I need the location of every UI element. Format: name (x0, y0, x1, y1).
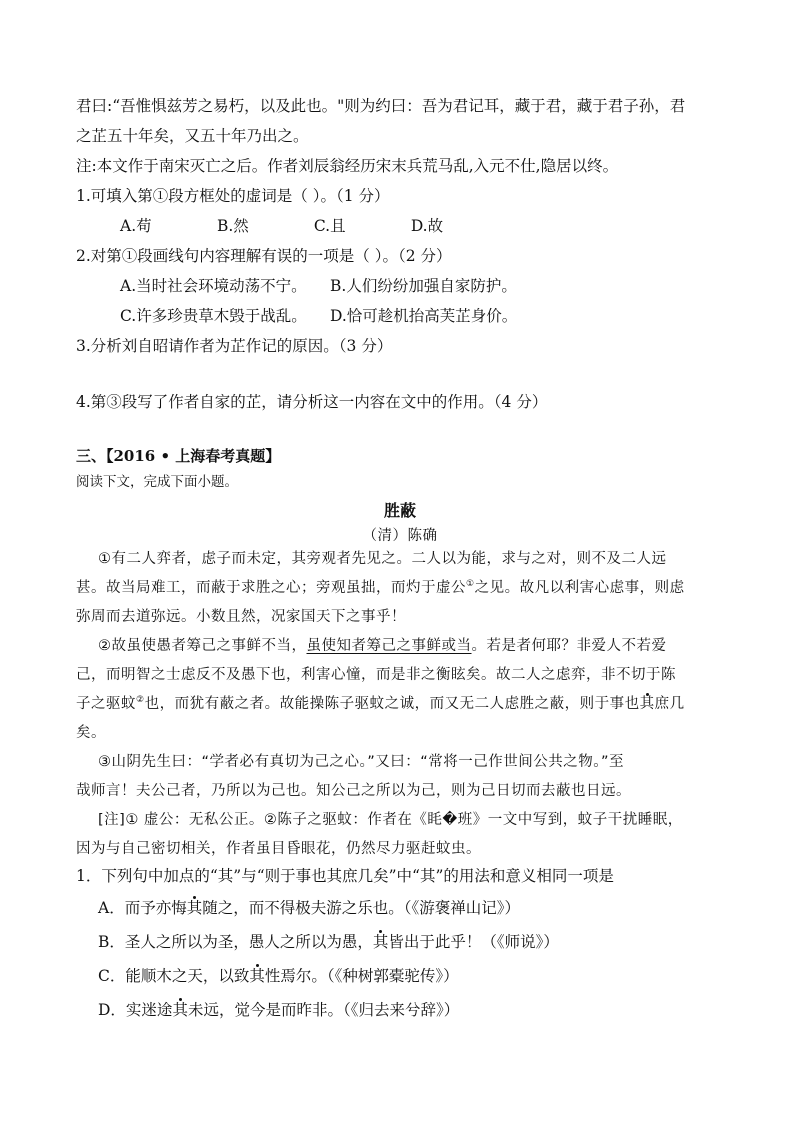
mcq-option-d (98, 1000, 459, 1020)
question-1-options (120, 216, 503, 236)
essay-line (98, 636, 667, 656)
question-4-stem: 4.第③段写了作者自家的芷，请分析这一内容在文中的作用。（4 分） (76, 393, 548, 411)
section-instruction: 阅读下文，完成下面小题。 (76, 474, 238, 490)
option-text: 未远，觉今是而昨非。（《归去来兮辞》） (187, 1001, 460, 1019)
option-a: A.苟 (120, 217, 152, 235)
essay-line (76, 578, 685, 598)
option-d: D.恰可趁机抬高芙芷身价。 (330, 307, 518, 325)
dotted-character: 其 (372, 933, 389, 951)
dotted-character: 其 (639, 696, 655, 712)
option-text: A．而予亦悔 (98, 899, 187, 917)
option-text: C．能顺木之天，以致 (98, 967, 250, 985)
question-3-stem: 3.分析刘自昭请作者为芷作记的原因。（3 分） (76, 337, 393, 355)
mcq-option-a (98, 898, 520, 918)
essay-line: ③山阴先生曰：“学者必有真切为己之心。”又曰：“常将一己作世间公共之物。”至 (98, 754, 625, 770)
question-1-stem: 1.可填入第①段方框处的虚词是（ ）。（1 分） (76, 187, 390, 205)
essay-text: 甚。故当局难工，而蔽于求胜之心；旁观虽拙，而灼于虚公 (76, 580, 466, 596)
mcq-option-c (98, 966, 459, 986)
essay-line: 己，而明智之士虑反不及愚下也，利害心憧，而是非之衡眩矣。故二人之虑弈，非不切于陈 (76, 667, 676, 683)
essay-title: 胜蔽 (383, 501, 416, 520)
essay-text: 。若是者何耶？非爱人不若爱 (471, 638, 667, 654)
dotted-character: 其 (186, 899, 203, 917)
option-text: B．圣人之所以为圣，愚人之所以为愚， (98, 933, 373, 951)
footnote-mark: ① (466, 579, 475, 590)
essay-line: 哉师言！夫公己者，乃所以为己也。知公己之所以为己，则为己日切而去蔽也日远。 (76, 783, 631, 799)
essay-notes: [注]① 虚公：无私公正。②陈子之驱蚊：作者在《眊�班》一文中写到，蚊子干扰睡眠， (98, 812, 683, 828)
essay-text: 之见。故凡以利害心虑事，则虑 (474, 580, 685, 596)
essay-line: 弥周而去道弥远。小数且然，况家国天下之事乎！ (76, 609, 406, 625)
option-text: D．实迷途 (98, 1001, 173, 1019)
option-a: A.当时社会环境动荡不宁。 (120, 277, 307, 295)
passage-note: 注:本文作于南宋灭亡之后。作者刘辰翁经历宋末兵荒马乱,入元不仕,隐居以终。 (76, 157, 619, 175)
question-2-options-row1 (120, 276, 517, 296)
option-c: C.且 (313, 217, 346, 235)
essay-text: ②故虽使愚者筹己之事鲜不当， (98, 638, 307, 654)
essay-line: ①有二人弈者，虑子而未定，其旁观者先见之。二人以为能，求与之对，则不及二人远 (98, 551, 667, 567)
option-b: B.然 (216, 217, 249, 235)
essay-text: 子之驱蚊 (76, 696, 136, 712)
mcq-option-b (98, 932, 559, 952)
essay-notes: 因为与自己密切相关，作者虽目昏眼花，仍然尽力驱赶蚊虫。 (76, 841, 481, 857)
option-d: D.故 (410, 217, 444, 235)
option-c: C.许多珍贵草木毁于战乱。 (120, 307, 307, 325)
mcq-stem: 1．下列句中加点的“其”与“则于事也其庶几矣”中“其”的用法和意义相同一项是 (76, 867, 614, 885)
passage-line: 君曰:“吾惟惧兹芳之易朽，以及此也。"则为约曰：吾为君记耳，藏于君，藏于君子孙，君 (76, 97, 686, 115)
option-b: B.人们纷纷加强自家防护。 (330, 277, 517, 295)
passage-line: 之芷五十年矣，又五十年乃出之。 (76, 127, 309, 145)
dotted-character: 其 (249, 967, 265, 985)
essay-text: 庶几 (654, 696, 685, 712)
option-text: 性焉尔。（《种树郭橐驼传》） (264, 967, 459, 985)
option-text: 皆出于此乎！（《师说》） (388, 933, 559, 951)
question-2-options-row2 (120, 306, 517, 326)
essay-line (76, 694, 685, 714)
option-text: 随之，而不得极夫游之乐也。（《游褒禅山记》） (202, 899, 520, 917)
question-2-stem: 2.对第①段画线句内容理解有误的一项是（ ）。（2 分） (76, 247, 452, 265)
section-heading: 三、【2016 • 上海春考真题】 (76, 447, 281, 465)
essay-author: （清）陈确 (362, 528, 438, 544)
underlined-sentence: 虽使知者筹己之事鲜或当 (306, 638, 472, 654)
essay-text: 也，而犹有蔽之者。故能操陈子驱蚊之诚，而又无二人虑胜之蔽，则于事也 (144, 696, 640, 712)
dotted-character: 其 (172, 1001, 188, 1019)
essay-line: 矣。 (76, 725, 106, 741)
footnote-mark: ② (136, 695, 145, 706)
